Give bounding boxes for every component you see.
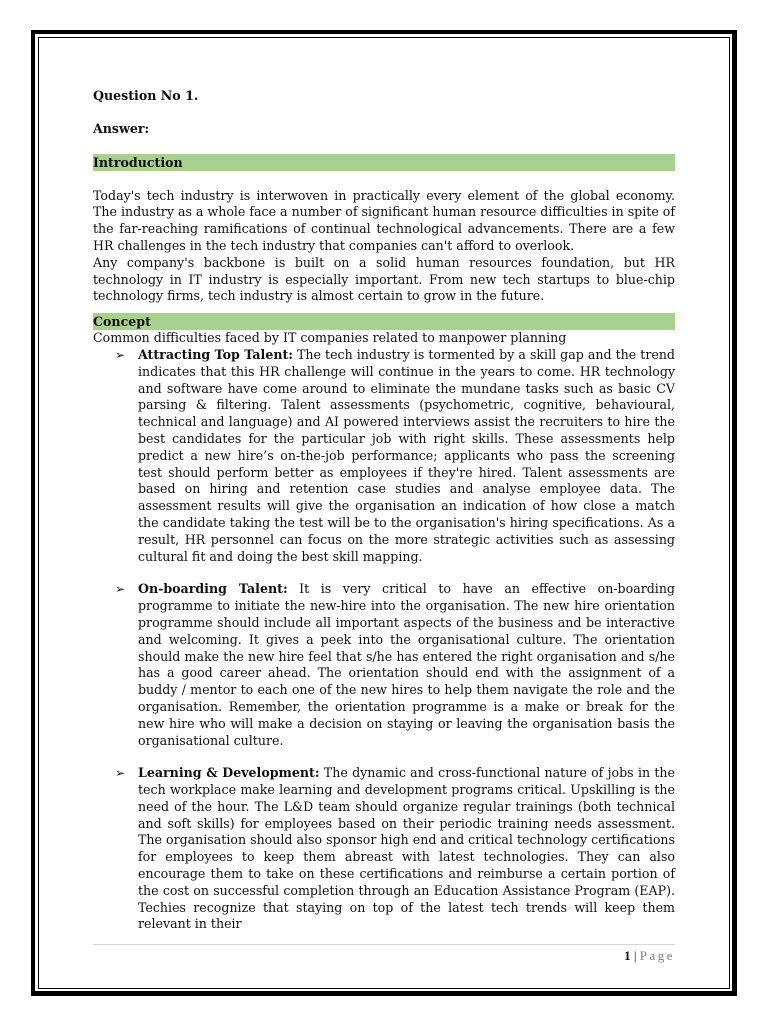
section-heading-introduction: Introduction (93, 154, 675, 171)
intro-paragraph: Any company's backbone is built on a solid human resources foundation, but HR technology in IT industry is especially important. From new tech startups to blue-chip technology firms, tech industry is almost certain to grow in the future. (93, 254, 675, 304)
answer-label: Answer: (93, 120, 150, 136)
page-number: 1 (624, 948, 631, 963)
intro-paragraph: Today's tech industry is interwoven in practically every element of the global economy. The industry as a whole face a number of significant human resource difficulties in spite of the far-reaching ramifications of continual technological advancements. There are a few HR challenges in the tech industry that companies can't afford to overlook. (93, 187, 676, 253)
section-heading-concept: Concept (93, 313, 675, 330)
list-item-text: The tech industry is tormented by a skill gap and the trend indicates that this HR challenge will continue in the years to come. HR technology and software have come around to eliminate the mundane tasks such as basic CV parsing & filtering. Talent assessments (psychometric, cognitive, behavioural, technical and language) and AI powered interviews assist the recruiters to hire the best candidates for the particular job with right skills. These assessments help predict a new hire’s on-the-job performance; applicants who pass the screening test should perform better as employees if they're hired. Talent assessments are based on hiring and retention case studies and analyse employee data. The assessment results will give the organisation an indication of how close a match the candidate taking the test will be to the organisation's hiring specifications. As a result, HR personnel can focus on the more strategic activities such as assessing cultural fit and doing the best skill mapping. (138, 346, 675, 564)
arrow-bullet-icon: ➢ (115, 766, 126, 781)
difficulties-list (93, 347, 675, 933)
list-item (93, 347, 675, 565)
footer-divider (93, 944, 675, 945)
question-heading: Question No 1. (93, 88, 199, 103)
list-item (93, 765, 675, 933)
list-item-term: Attracting Top Talent: (138, 346, 293, 362)
list-item-text: The dynamic and cross-functional nature of jobs in the tech workplace make learning and development programs critical. Upskilling is the need of the hour. The L&D team should organize regular trainings (both technical and soft skills) for employees based on their periodic training needs assessment. The organisation should also sponsor high end and critical technology certifications for employees to keep them abreast with latest technologies. They can also encourage them to take on these certifications and reimburse a certain portion of the cost on successful completion through an Education Assistance Program (EAP). Techies recognize that staying on top of the latest tech trends will keep them relevant in their (138, 765, 676, 932)
page-footer (93, 948, 675, 964)
list-item-text: It is very critical to have an effective on-boarding programme to initiate the new-hire into the organisation. The new hire orientation programme should include all important aspects of the business and be interactive and welcoming. It gives a peek into the organisational culture. The orientation should make the new hire feel that s/he has entered the right organisation and s/he has a good career ahead. The orientation should end with the assignment of a buddy / mentor to each one of the new hires to help them navigate the role and the organisation. Remember, the orientation programme is a make or break for the new hire who will make a decision on staying or leaving the organisation basis the organisational culture. (138, 581, 675, 748)
page-label: Page (639, 948, 675, 963)
footer-separator: | (633, 948, 637, 963)
list-item-term: Learning & Development: (138, 765, 320, 781)
arrow-bullet-icon: ➢ (115, 582, 126, 597)
introduction-text (93, 188, 675, 306)
list-item (93, 581, 675, 749)
list-item-term: On-boarding Talent: (138, 581, 288, 597)
arrow-bullet-icon: ➢ (115, 347, 126, 362)
document-body (93, 88, 675, 949)
concept-intro: Common difficulties faced by IT companies related to manpower planning (93, 330, 567, 346)
